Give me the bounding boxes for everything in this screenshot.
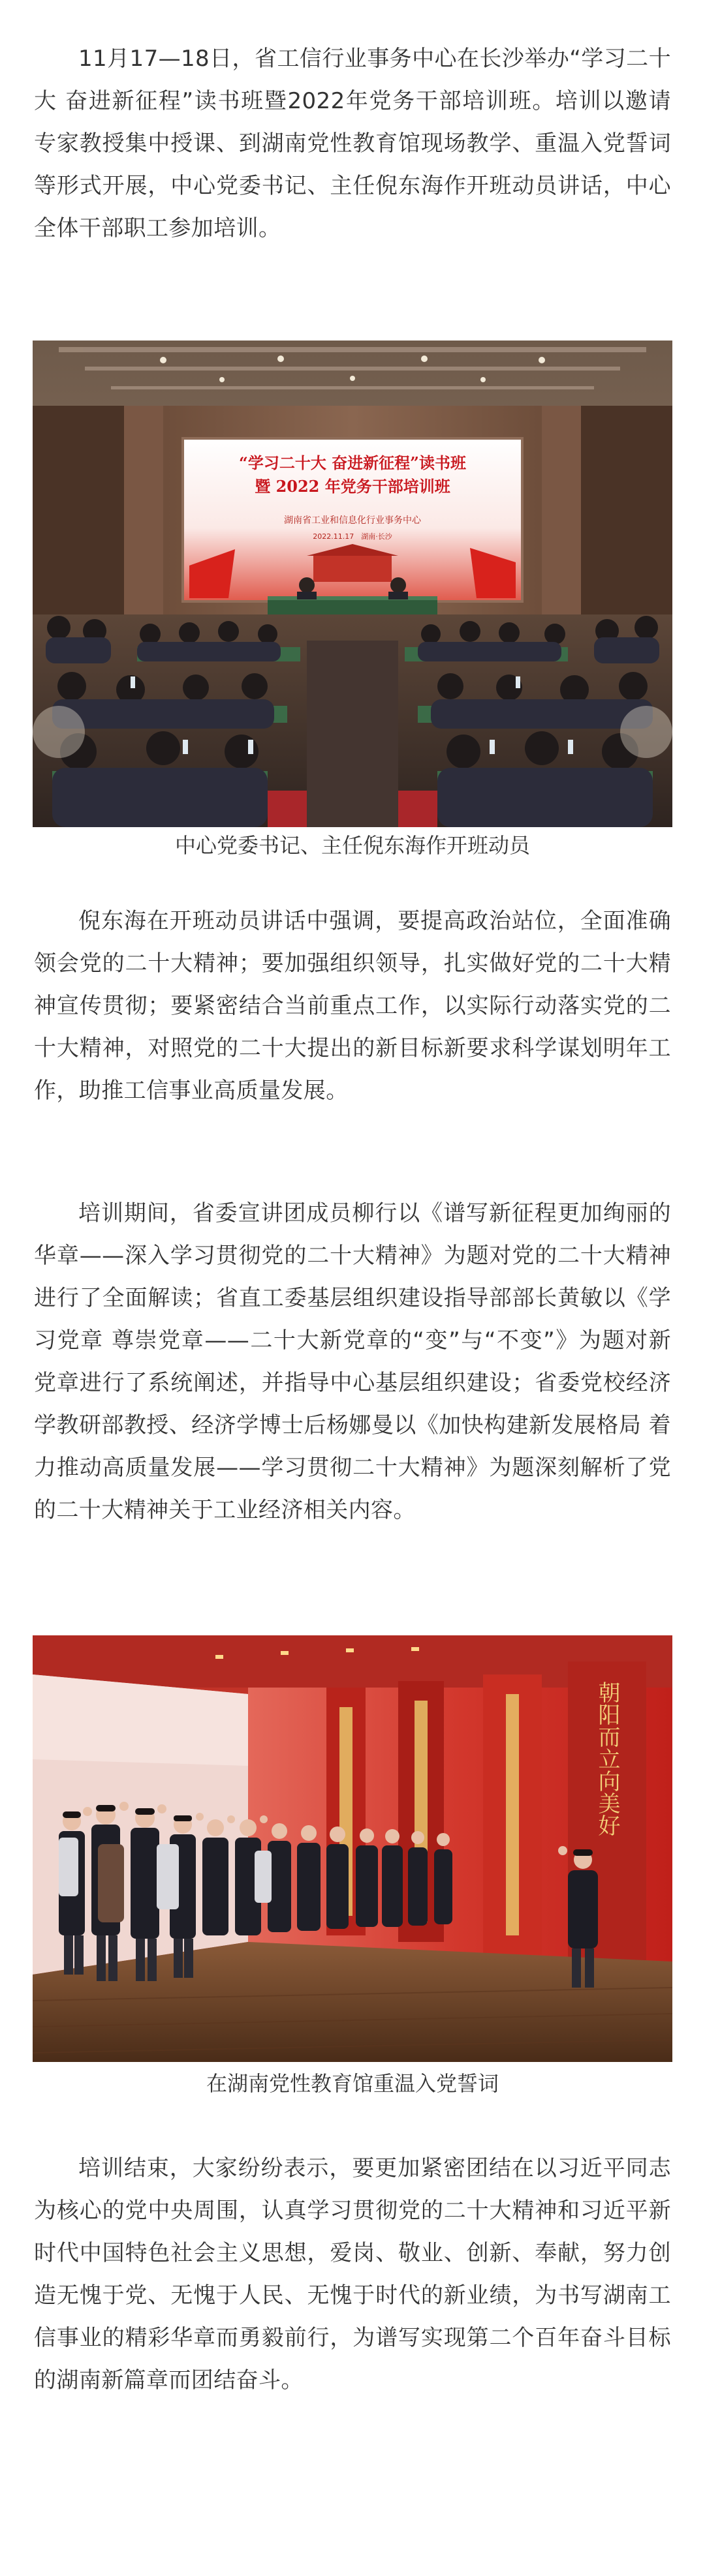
photo1-caption: 中心党委书记、主任倪东海作开班动员 bbox=[174, 833, 530, 858]
banner-title-line1: “学习二十大 奋进新征程”读书班 bbox=[239, 453, 466, 472]
lectures-paragraph: 培训期间，省委宣讲团成员柳行以《谱写新征程更加绚丽的华章——深入学习贯彻党的二十大精神》为题对党的二十大精神进行了全面解读；省直工委基层组织建设指导部部长黄敏以《学习党章 尊崇党章——二十大新党章的“变”与“不变”》为题对新党章进行了系统阐述，并指导中心基层组织建设；省委党校经济学教研部教授、经济学博士后杨娜曼以《加快构建新发展格局 着力推动高质量发展——学习贯彻二十大精神》为题深刻解析了党的二十大精神关于工业经济相关内容。 bbox=[34, 1200, 671, 1523]
oath-photo bbox=[33, 1635, 672, 2062]
banner-date: 2022.11.17 湖南·长沙 bbox=[313, 532, 392, 541]
training-hall-photo bbox=[33, 341, 672, 827]
wall-text: 朝阳而立向美好 bbox=[594, 1681, 620, 1836]
conclusion-paragraph: 培训结束，大家纷纷表示，要更加紧密团结在以习近平同志为核心的党中央周围，认真学习贯彻党的二十大精神和习近平新时代中国特色社会主义思想，爱岗、敬业、创新、奉献，努力创造无愧于党、无愧于人民、无愧于时代的新业绩，为书写湖南工信事业的精彩华章而勇毅前行，为谱写实现第二个百年奋斗目标的湖南新篇章而团结奋斗。 bbox=[34, 2155, 671, 2393]
photo2-caption: 在湖南党性教育馆重温入党誓词 bbox=[206, 2071, 499, 2096]
banner-org: 湖南省工业和信息化行业事务中心 bbox=[284, 515, 421, 526]
banner-title-line2: 暨 2022 年党务干部培训班 bbox=[255, 477, 450, 496]
speech-paragraph: 倪东海在开班动员讲话中强调，要提高政治站位，全面准确领会党的二十大精神；要加强组织领导，扎实做好党的二十大精神宣传贯彻；要紧密结合当前重点工作，以实际行动落实党的二十大精神，对照党的二十大提出的新目标新要求科学谋划明年工作，助推工信事业高质量发展。 bbox=[34, 908, 671, 1104]
intro-paragraph: 11月17—18日，省工信行业事务中心在长沙举办“学习二十大 奋进新征程”读书班暨2022年党务干部培训班。培训以邀请专家教授集中授课、到湖南党性教育馆现场教学、重温入党誓词等形式开展，中心党委书记、主任倪东海作开班动员讲话，中心全体干部职工参加培训。 bbox=[34, 46, 671, 241]
